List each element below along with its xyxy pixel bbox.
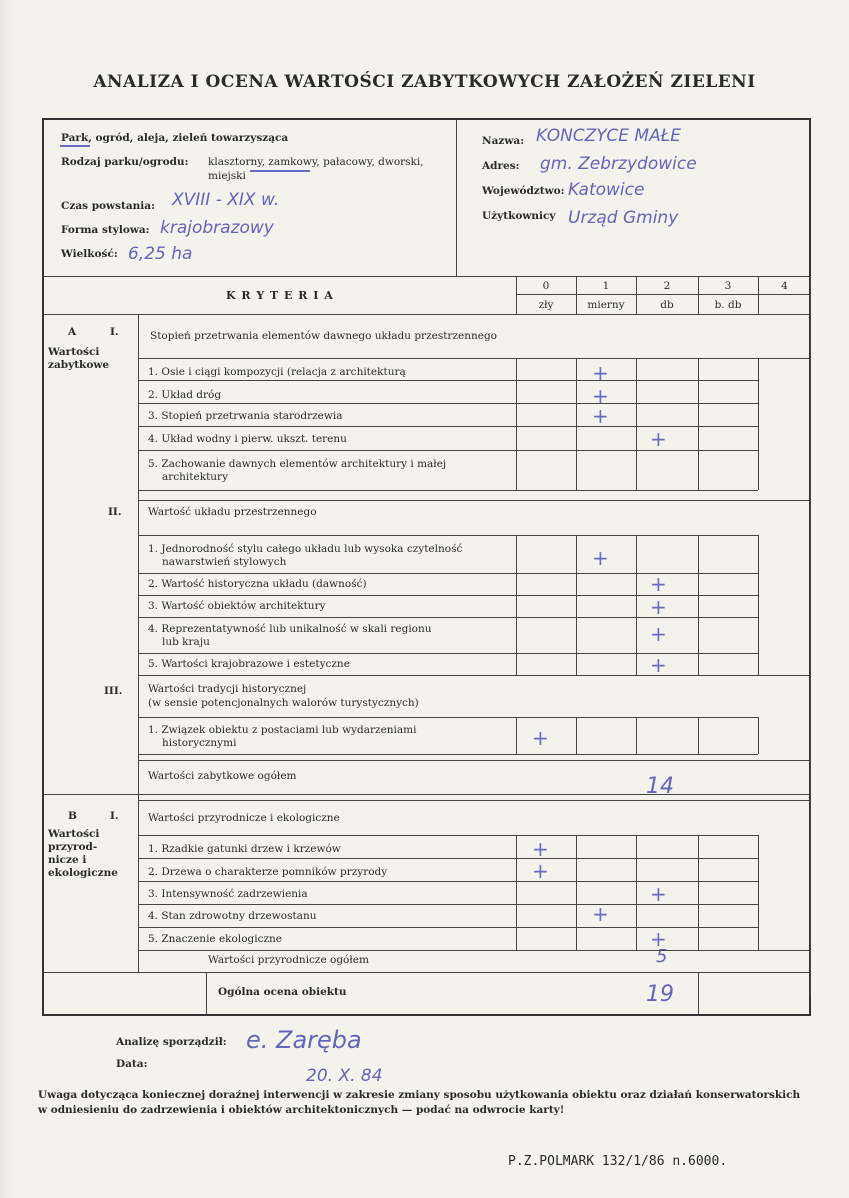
style-value: krajobrazowy [160,218,274,238]
score-1: 1 [602,280,610,292]
section-b-label-2: przyrod- [48,841,98,853]
b1-item-3: 3. Intensywność zadrzewienia [148,888,308,900]
cell-divider [516,535,517,675]
overall-label: Ogólna ocena obiektu [218,986,347,998]
score-plus-mark: + [650,653,667,677]
note-line-2: w odniesieniu do zadrzewienia i obiektów architektonicznych — podać na odwrocie karty! [38,1104,565,1116]
cell-divider [516,835,517,950]
a2-item-1-cont: nawarstwień stylowych [162,556,287,568]
users-label: Użytkownicy [482,210,556,222]
score-plus-mark: + [650,622,667,646]
score-plus-mark: + [592,404,609,428]
header-divider [456,120,457,276]
note-line-1: Uwaga dotycząca koniecznej doraźnej interwencji w zakresie zmiany sposobu użytkowania obiektu oraz działań konserwatorskich [38,1089,801,1101]
form-title: ANALIZA I OCENA WARTOŚCI ZABYTKOWYCH ZAŁOŻEŃ ZIELENI [93,72,756,92]
cell-divider [576,358,577,490]
score-plus-mark: + [650,882,667,906]
overall-left-divider [206,972,207,1016]
score-plus-mark: + [532,837,549,861]
row-line [138,858,758,859]
section-b-label-3: nicze i [48,854,87,866]
section-a-letter: A [68,326,77,338]
cell-divider [516,358,517,490]
a-total-value: 14 [646,774,674,799]
row-group-top-line [138,358,758,359]
section-b-label-4: ekologiczne [48,867,118,879]
cell-divider [758,835,759,950]
row-line [138,403,758,404]
table-top-line [42,276,811,277]
section-a3-num: III. [104,685,123,697]
style-label: Forma stylowa: [61,224,150,236]
score-plus-mark: + [650,427,667,451]
section-a2-num: II. [108,506,122,518]
a2-item-4-cont: lub kraju [162,636,210,648]
score-header-midline [516,294,811,295]
cell-divider [698,717,699,754]
score-plus-mark: + [650,927,667,951]
a2-title: Wartość układu przestrzennego [148,506,317,518]
b1-item-4: 4. Stan zdrowotny drzewostanu [148,910,317,922]
section-a-divider [138,314,139,794]
park-underline-mark [60,145,90,147]
a2-item-4: 4. Reprezentatywność lub unikalność w skali regionu [148,623,432,635]
section-line [138,950,811,951]
score-0: 0 [542,280,550,292]
a1-title: Stopień przetrwania elementów dawnego układu przestrzennego [150,330,497,342]
name-label: Nazwa: [482,135,525,147]
overall-value: 19 [646,982,674,1007]
score-plus-mark: + [650,595,667,619]
b-total-value: 5 [656,946,668,967]
cell-divider [576,717,577,754]
section-line [138,675,811,676]
a2-item-1: 1. Jednorodność stylu całego układu lub wysoka czytelność [148,543,463,555]
section-a-num: I. [110,326,119,338]
a3-title-2: (w sensie potencjonalnych walorów turystycznych) [148,697,419,709]
section-line [138,500,811,501]
cell-divider [698,835,699,950]
score-plus-mark: + [650,572,667,596]
section-line [138,800,811,801]
section-b-label: Wartości [48,828,100,840]
score-2: 2 [663,280,671,292]
cell-divider [758,535,759,675]
page-edge-shadow [0,0,14,1198]
a1-item-5-cont: architektury [162,471,229,483]
address-label: Adres: [482,160,520,172]
section-b-divider [138,794,139,972]
castle-underline-mark [250,170,310,172]
date-label: Data: [116,1058,148,1070]
score-name-2: db [660,299,674,311]
section-b-num: I. [110,810,119,822]
score-plus-mark: + [532,726,549,750]
cell-divider [636,358,637,490]
section-b-top-line [42,794,811,795]
voivodeship-value: Katowice [568,180,645,200]
a1-item-2: 2. Układ dróg [148,389,222,401]
section-a-label-2: zabytkowe [48,359,110,371]
a1-item-1: 1. Osie i ciągi kompozycji (relacja z architekturą [148,366,406,378]
b1-item-2: 2. Drzewa o charakterze pomników przyrody [148,866,388,878]
cell-divider [516,717,517,754]
cell-divider [698,358,699,490]
b1-item-5: 5. Znaczenie ekologiczne [148,933,283,945]
a2-item-5: 5. Wartości krajobrazowe i estetyczne [148,658,350,670]
section-b-letter: B [68,810,77,822]
overall-top-line [42,972,811,973]
size-value: 6,25 ha [128,244,193,264]
row-group-bottom-line [138,754,758,755]
size-label: Wielkość: [61,248,118,260]
row-group-top-line [138,835,758,836]
a1-item-4: 4. Układ wodny i pierw. ukszt. terenu [148,433,347,445]
score-3: 3 [724,280,732,292]
a2-item-2: 2. Wartość historyczna układu (dawność) [148,578,367,590]
a1-item-5: 5. Zachowanie dawnych elementów architektury i małej [148,458,447,470]
row-group-top-line [138,717,758,718]
b-total-label: Wartości przyrodnicze ogółem [208,954,369,966]
address-value: gm. Zebrzydowice [540,154,697,174]
name-value: KONCZYCE MAŁE [536,126,681,146]
a1-item-3: 3. Stopień przetrwania starodrzewia [148,410,343,422]
b1-title: Wartości przyrodnicze i ekologiczne [148,812,340,824]
a3-item-1: 1. Związek obiektu z postaciami lub wydarzeniami [148,724,417,736]
users-value: Urząd Gminy [568,208,679,228]
score-plus-mark: + [592,384,609,408]
date-value: 20. X. 84 [306,1066,383,1086]
cell-divider [758,358,759,490]
score-plus-mark: + [592,361,609,385]
cell-divider [576,835,577,950]
row-group-bottom-line [138,490,758,491]
park-kind-label: Rodzaj parku/ogrodu: [61,156,189,168]
analysis-signature: e. Zaręba [246,1026,362,1054]
score-plus-mark: + [592,546,609,570]
b1-item-1: 1. Rzadkie gatunki drzew i krzewów [148,843,341,855]
cell-divider [636,535,637,675]
created-label: Czas powstania: [61,200,155,212]
a3-title: Wartości tradycji historycznej [148,683,307,695]
print-code: P.Z.POLMARK 132/1/86 n.6000. [508,1154,728,1169]
cell-divider [636,717,637,754]
score-name-3: b. db [714,299,742,311]
analysis-label: Analizę sporządził: [116,1036,227,1048]
score-name-1: mierny [587,299,625,311]
overall-right-divider [698,972,699,1016]
right-edge [810,276,811,996]
cell-divider [636,835,637,950]
criteria-header-line [42,314,811,315]
score-plus-mark: + [532,859,549,883]
criteria-header: K R Y T E R I A [226,289,334,302]
a2-item-3: 3. Wartość obiektów architektury [148,600,326,612]
cell-divider [576,535,577,675]
row-group-top-line [138,535,758,536]
a3-item-1-cont: historycznymi [162,737,237,749]
score-plus-mark: + [592,902,609,926]
park-type-line: Park, ogród, aleja, zieleń towarzysząca [61,132,289,144]
cell-divider [698,535,699,675]
park-kind-options-2: miejski [208,170,246,182]
score-4: 4 [781,280,788,292]
row-line [138,380,758,381]
score-name-0: zły [538,299,554,311]
a-total-label: Wartości zabytkowe ogółem [148,770,297,782]
created-value: XVIII - XIX w. [172,190,280,210]
park-kind-options: klasztorny, zamkowy, pałacowy, dworski, [208,156,424,168]
section-a-label: Wartości [48,346,100,358]
section-line [138,760,811,761]
voivodeship-label: Województwo: [482,185,565,197]
cell-divider [758,717,759,754]
